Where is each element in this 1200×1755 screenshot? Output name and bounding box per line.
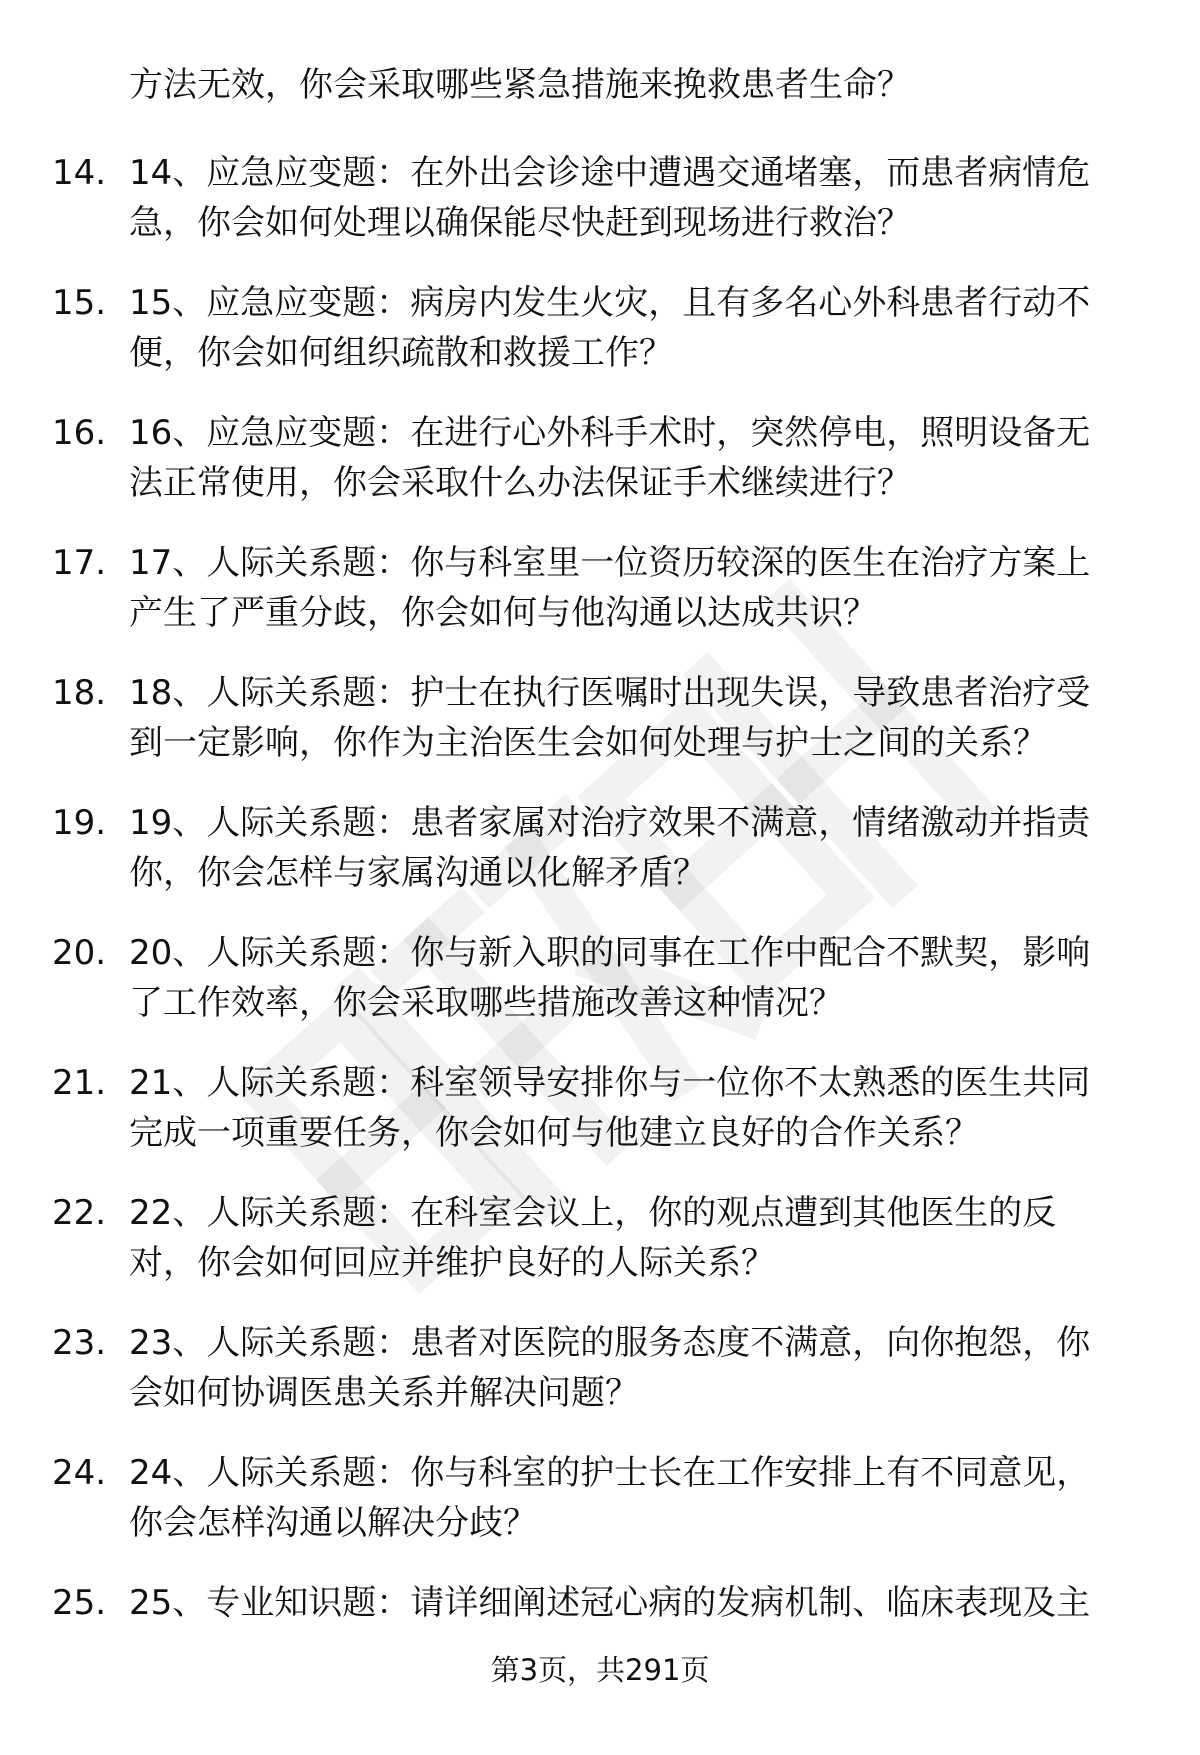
question-text-line: 产生了严重分歧，你会如何与他沟通以达成共识？ xyxy=(129,593,877,633)
question-text-line: 便，你会如何组织疏散和救援工作？ xyxy=(129,333,673,373)
question-text xyxy=(129,408,1149,508)
question-text xyxy=(129,928,1149,1028)
question-number: 15. xyxy=(52,283,107,323)
question-number: 14. xyxy=(52,153,107,193)
question-text xyxy=(129,1058,1149,1158)
question-item xyxy=(0,798,1200,928)
question-text-line: 19、人际关系题：患者家属对治疗效果不满意，情绪激动并指责 xyxy=(129,803,1091,843)
question-text-line: 24、人际关系题：你与科室的护士长在工作安排上有不同意见， xyxy=(129,1453,1091,1493)
question-text-line: 18、人际关系题：护士在执行医嘱时出现失误，导致患者治疗受 xyxy=(129,673,1091,713)
question-number: 16. xyxy=(52,413,107,453)
question-text xyxy=(129,538,1149,638)
question-number: 18. xyxy=(52,673,107,713)
question-item xyxy=(0,408,1200,538)
question-item xyxy=(0,278,1200,408)
question-text-line: 14、应急应变题：在外出会诊途中遭遇交通堵塞，而患者病情危 xyxy=(129,153,1091,193)
question-text-line: 16、应急应变题：在进行心外科手术时，突然停电，照明设备无 xyxy=(129,413,1091,453)
question-text-line: 22、人际关系题：在科室会议上，你的观点遭到其他医生的反 xyxy=(129,1193,1057,1233)
question-item xyxy=(0,1448,1200,1578)
question-number: 21. xyxy=(52,1063,107,1103)
question-text xyxy=(129,798,1149,898)
question-text-line: 法正常使用，你会采取什么办法保证手术继续进行？ xyxy=(129,463,911,503)
question-item xyxy=(0,538,1200,668)
question-text-line: 17、人际关系题：你与科室里一位资历较深的医生在治疗方案上 xyxy=(129,543,1091,583)
question-text-line: 到一定影响，你作为主治医生会如何处理与护士之间的关系？ xyxy=(129,723,1047,763)
question-text-line: 会如何协调医患关系并解决问题？ xyxy=(129,1373,639,1413)
question-text-line: 你会怎样沟通以解决分歧？ xyxy=(129,1503,537,1543)
question-item xyxy=(0,148,1200,278)
question-text xyxy=(129,148,1149,248)
question-text-line: 15、应急应变题：病房内发生火灾，且有多名心外科患者行动不 xyxy=(129,283,1091,323)
page-footer: 第3页，共291页 xyxy=(490,1653,710,1687)
question-number: 19. xyxy=(52,803,107,843)
question-list xyxy=(0,148,1200,1708)
question-number: 25. xyxy=(52,1583,107,1623)
question-number: 23. xyxy=(52,1323,107,1363)
question-text-line: 21、人际关系题：科室领导安排你与一位你不太熟悉的医生共同 xyxy=(129,1063,1091,1103)
question-text-line: 急，你会如何处理以确保能尽快赶到现场进行救治？ xyxy=(129,203,911,243)
question-text-line: 23、人际关系题：患者对医院的服务态度不满意，向你抱怨，你 xyxy=(129,1323,1091,1363)
question-text-line: 了工作效率，你会采取哪些措施改善这种情况？ xyxy=(129,983,843,1023)
question-text xyxy=(129,1318,1149,1418)
question-text-line: 25、专业知识题：请详细阐述冠心病的发病机制、临床表现及主 xyxy=(129,1583,1091,1623)
question-text-line: 完成一项重要任务，你会如何与他建立良好的合作关系？ xyxy=(129,1113,979,1153)
question-text xyxy=(129,668,1149,768)
question-text xyxy=(129,1578,1149,1628)
question-text xyxy=(129,1188,1149,1288)
question-text-line: 20、人际关系题：你与新入职的同事在工作中配合不默契，影响 xyxy=(129,933,1091,973)
question-item xyxy=(0,928,1200,1058)
question-number: 17. xyxy=(52,543,107,583)
question-text xyxy=(129,278,1149,378)
question-text-line: 对，你会如何回应并维护良好的人际关系？ xyxy=(129,1243,775,1283)
question-item xyxy=(0,1188,1200,1318)
question-item xyxy=(0,1318,1200,1448)
question-text-line: 你，你会怎样与家属沟通以化解矛盾？ xyxy=(129,853,707,893)
question-item xyxy=(0,1058,1200,1188)
continuation-line: 方法无效，你会采取哪些紧急措施来挽救患者生命？ xyxy=(129,65,911,105)
question-number: 22. xyxy=(52,1193,107,1233)
question-number: 24. xyxy=(52,1453,107,1493)
question-text xyxy=(129,1448,1149,1548)
question-item xyxy=(0,668,1200,798)
question-number: 20. xyxy=(52,933,107,973)
